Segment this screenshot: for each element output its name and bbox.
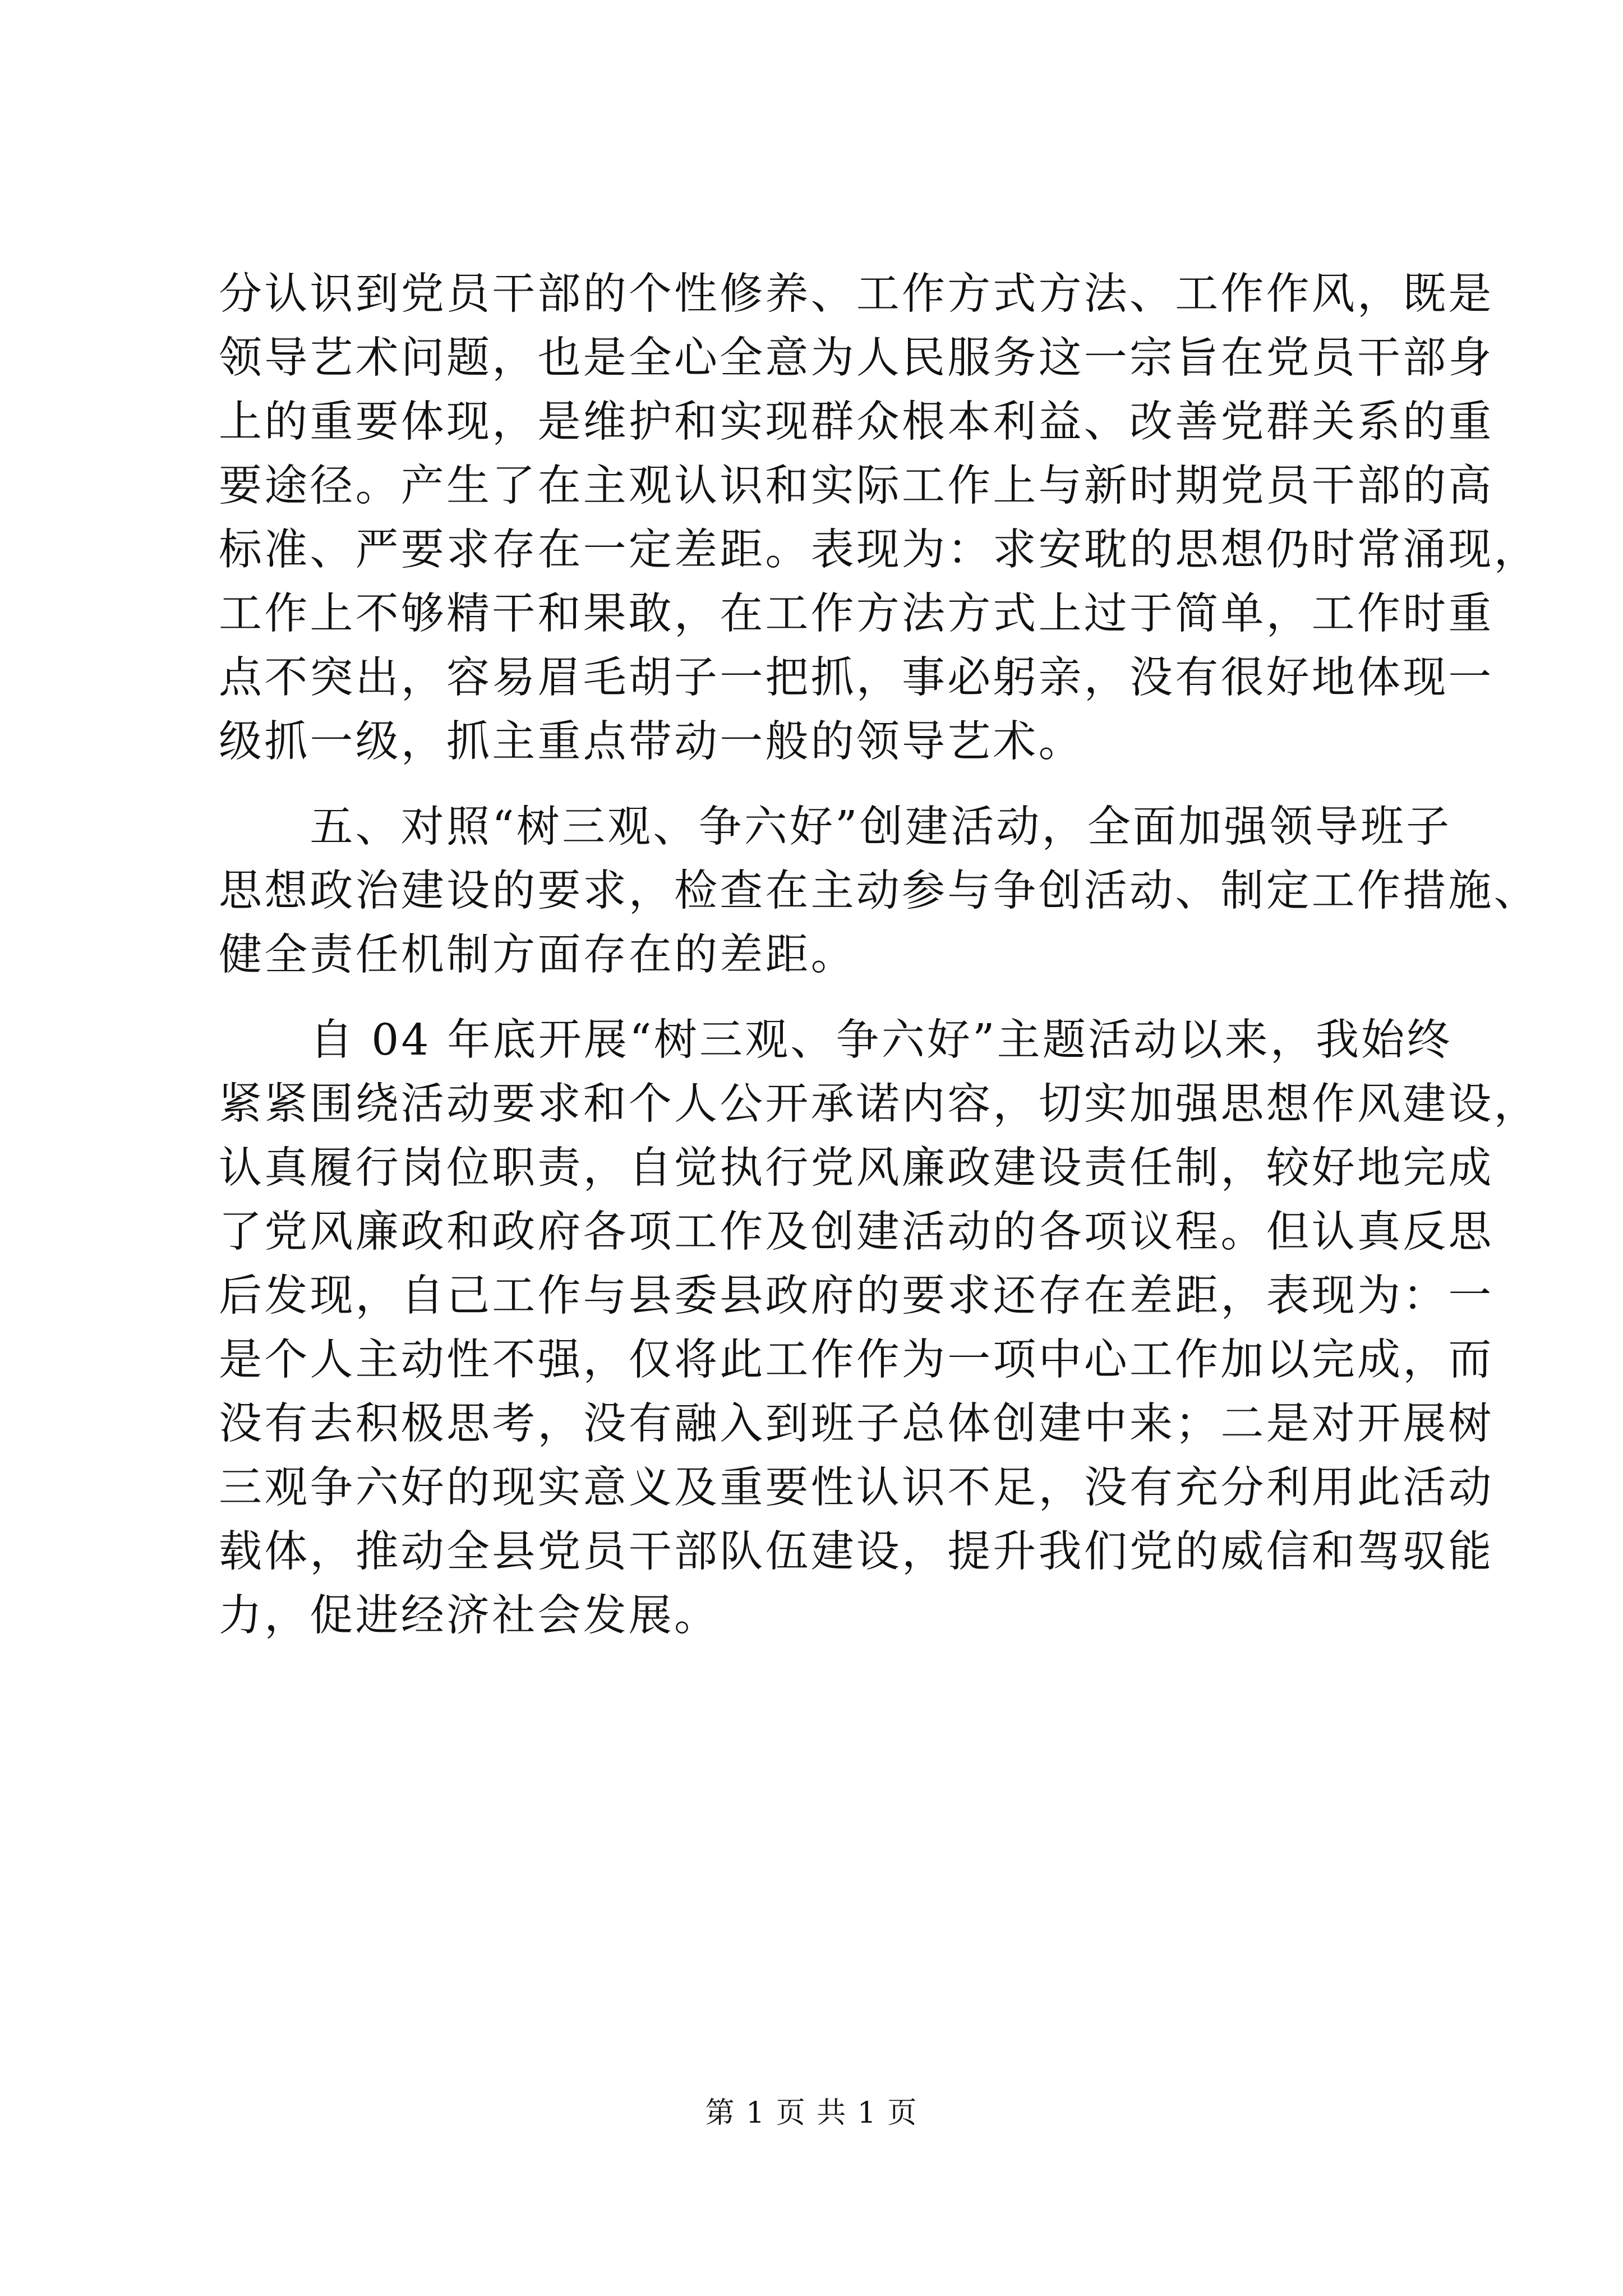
text-line: 自 04 年底开展“树三观、争六好”主题活动以来，我始终 [219, 1015, 1453, 1065]
text-line: 认真履行岗位职责，自觉执行党风廉政建设责任制，较好地完成 [219, 1143, 1494, 1193]
text-line: 三观争六好的现实意义及重要性认识不足，没有充分利用此活动 [219, 1463, 1494, 1513]
text-line: 载体，推动全县党员干部队伍建设，提升我们党的威信和驾驭能 [219, 1527, 1494, 1577]
text-line: 是个人主动性不强，仅将此工作作为一项中心工作加以完成，而 [219, 1335, 1494, 1385]
text-line: 点不突出，容易眉毛胡子一把抓，事必躬亲，没有很好地体现一 [219, 653, 1494, 703]
text-line: 五、对照“树三观、争六好”创建活动，全面加强领导班子 [219, 802, 1452, 852]
text-line: 紧紧围绕活动要求和个人公开承诺内容，切实加强思想作风建设， [219, 1079, 1539, 1129]
text-line: 思想政治建设的要求，检查在主动参与争创活动、制定工作措施、 [219, 866, 1539, 916]
text-line: 标准、严要求存在一定差距。表现为：求安耽的思想仍时常涌现， [219, 525, 1539, 575]
paragraph-spacer [219, 774, 1419, 795]
page-number-footer: 第 1 页 共 1 页 [705, 2096, 918, 2130]
text-line: 上的重要体现，是维护和实现群众根本利益、改善党群关系的重 [219, 397, 1494, 447]
text-line: 后发现，自己工作与县委县政府的要求还存在差距，表现为：一 [219, 1271, 1494, 1321]
paragraph-section-heading [219, 795, 1539, 987]
text-line: 级抓一级，抓主重点带动一般的领导艺术。 [219, 717, 1084, 767]
text-line: 领导艺术问题，也是全心全意为人民服务这一宗旨在党员干部身 [219, 333, 1494, 383]
text-line: 力，促进经济社会发展。 [219, 1591, 720, 1641]
text-line: 要途径。产生了在主观认识和实际工作上与新时期党员干部的高 [219, 461, 1494, 511]
text-line: 工作上不够精干和果敢，在工作方法方式上过于简单，工作时重 [219, 589, 1494, 639]
paragraph [219, 263, 1539, 774]
paragraph-spacer [219, 987, 1419, 1009]
text-line: 健全责任机制方面存在的差距。 [219, 930, 856, 980]
text-line: 了党风廉政和政府各项工作及创建活动的各项议程。但认真反思 [219, 1207, 1494, 1257]
document-body [219, 263, 1539, 1648]
text-line: 分认识到党员干部的个性修养、工作方式方法、工作作风，既是 [219, 269, 1494, 319]
text-line: 没有去积极思考，没有融入到班子总体创建中来；二是对开展树 [219, 1399, 1494, 1449]
paragraph [219, 1009, 1539, 1648]
